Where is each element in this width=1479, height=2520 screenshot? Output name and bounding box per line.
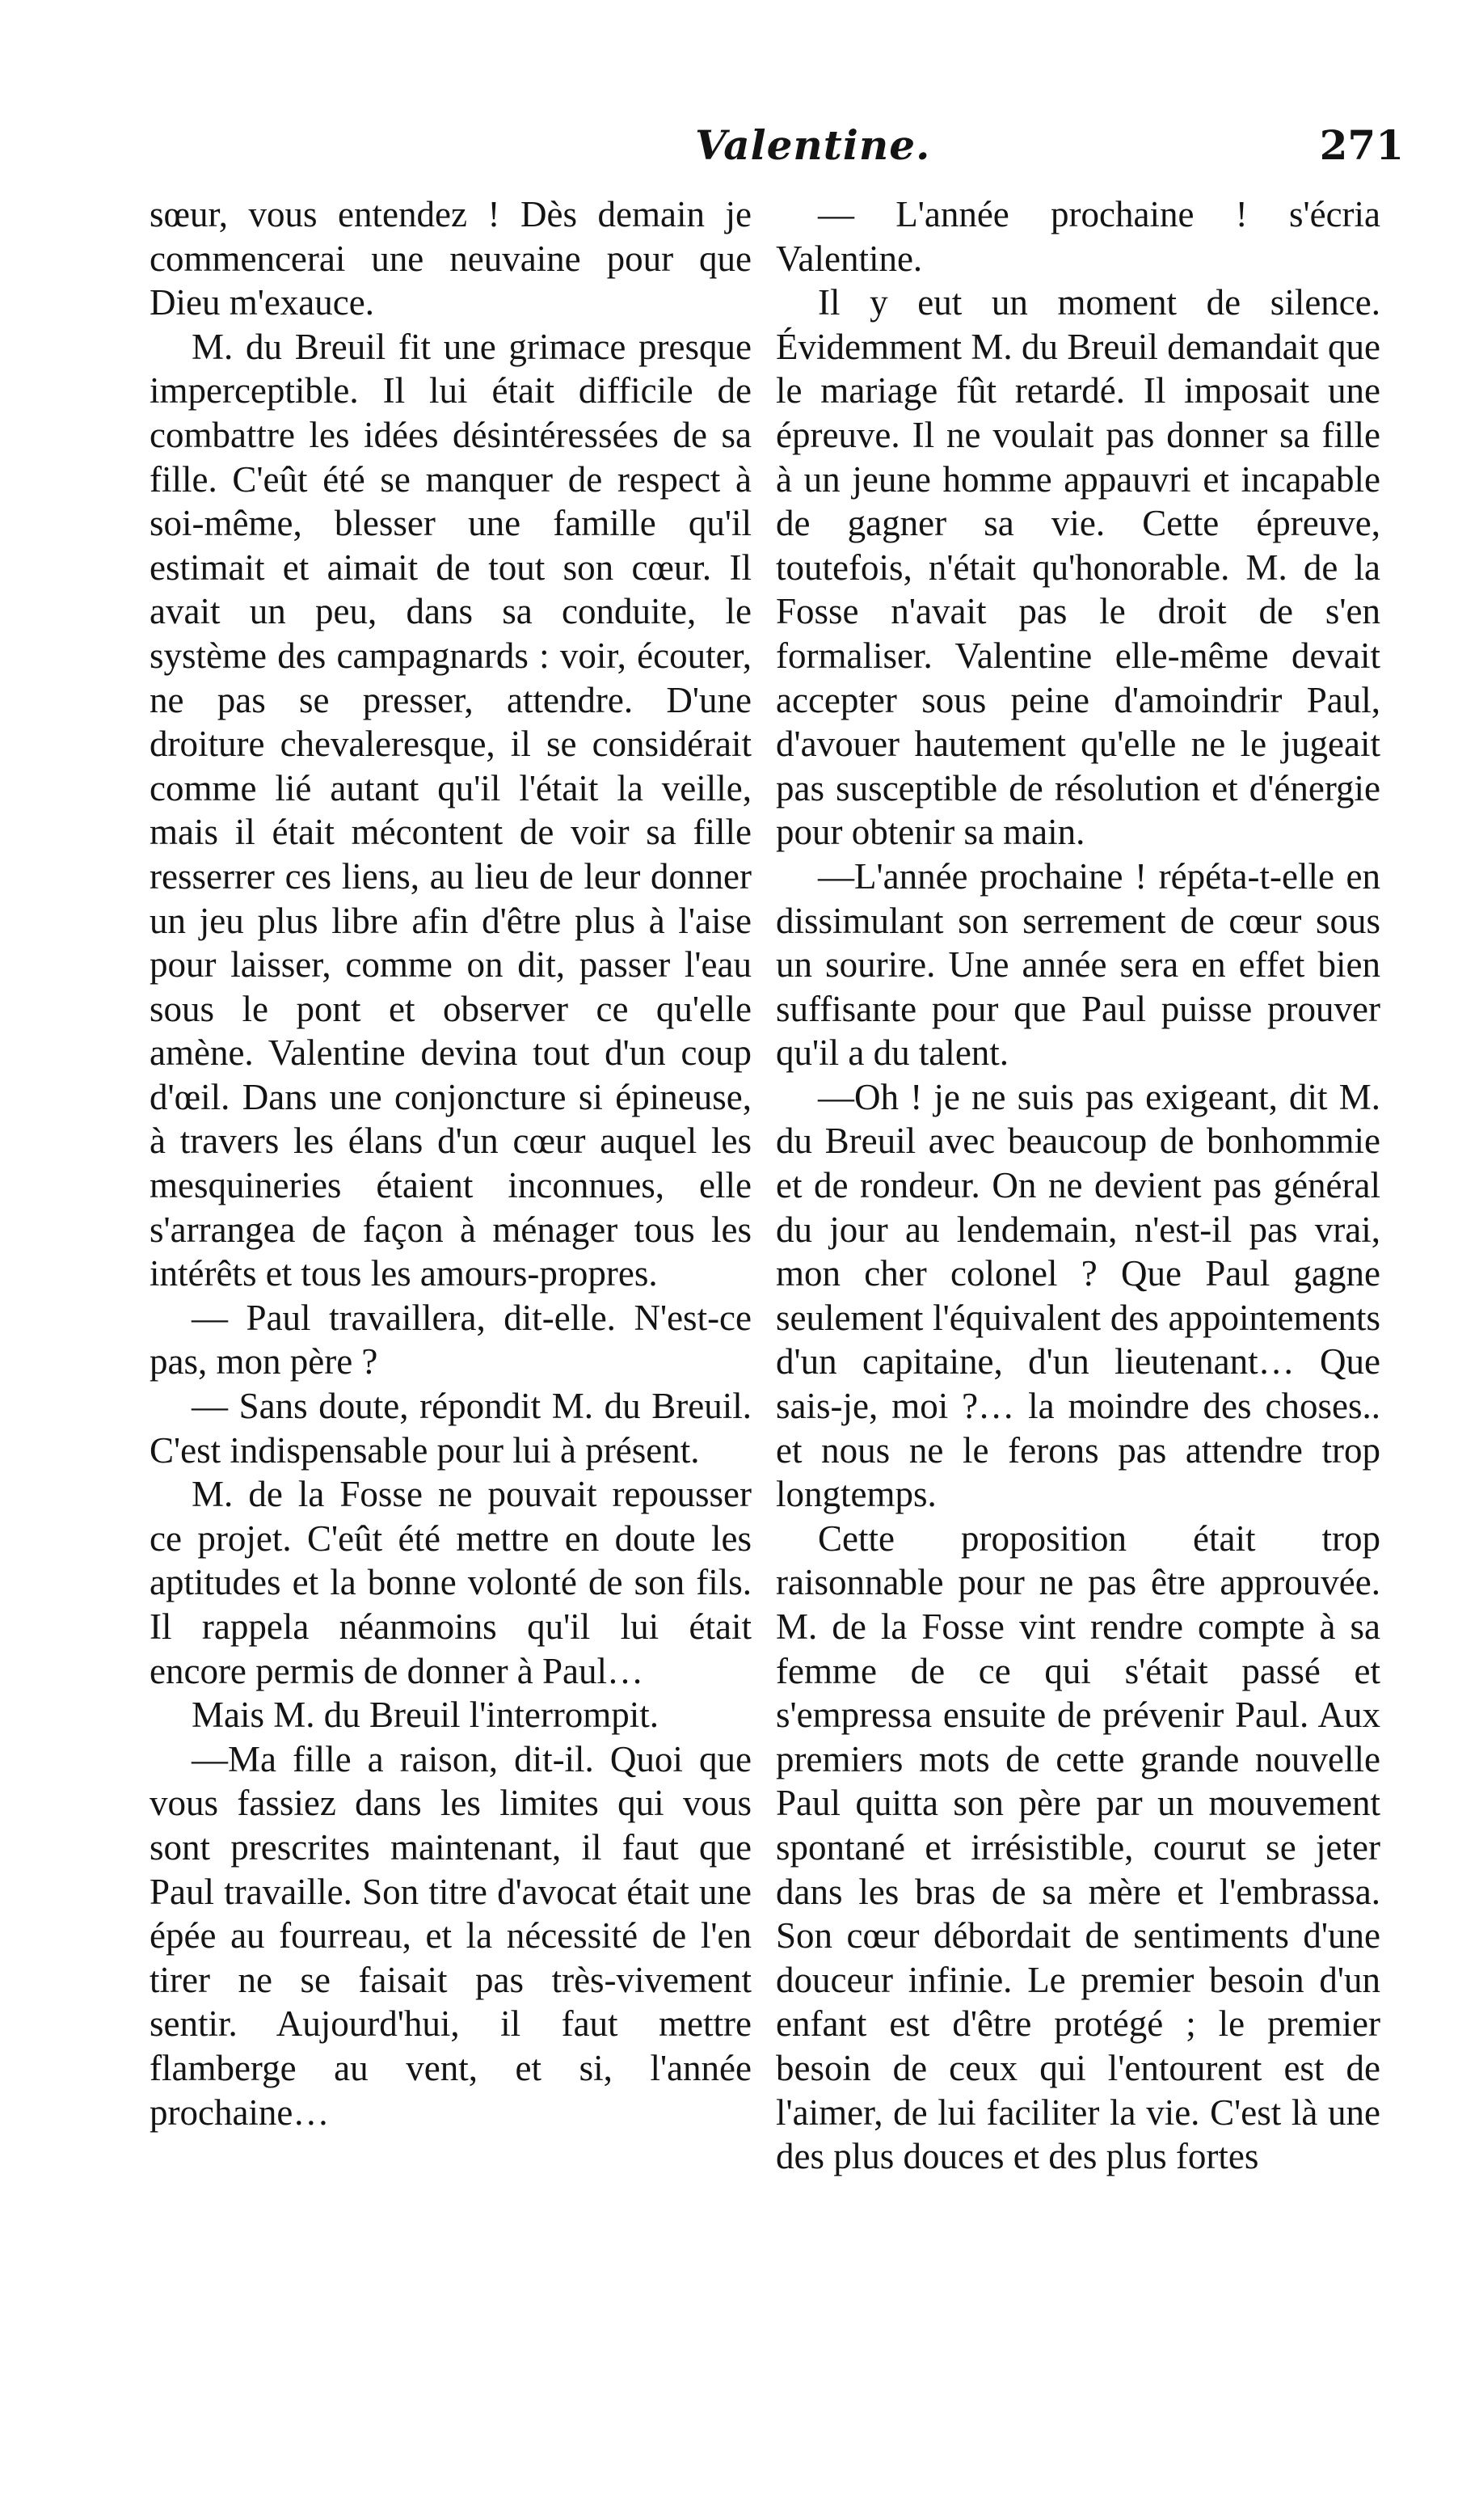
left-column: [150, 192, 752, 2391]
paragraph: — Paul travaillera, dit-elle. N'est-ce pas, mon père ?: [150, 1297, 752, 1382]
page-number: 271: [1319, 121, 1404, 169]
paragraph: Cette proposition était trop raisonnable pour ne pas être approuvée. M. de la Fosse vint rendre compte à sa femme de ce qui s'était passé et s'empressa ensuite de prévenir Paul. Aux premiers mots de cette grande nouvelle Paul quitta son père par un mouvement spontané et irrésistible, courut se jeter dans les bras de sa mère et l'embrassa. Son cœur débordait de sentiments d'une douceur infinie. Le premier besoin d'un enfant est d'être protégé ; le premier besoin de ceux qui l'entourent est de l'aimer, de lui faciliter la vie. C'est là une des plus douces et des plus fortes: [776, 1517, 1380, 2177]
paragraph: — L'année prochaine ! s'écria Valentine.: [776, 194, 1380, 279]
right-column: [776, 192, 1380, 2391]
paragraph: — Sans doute, répondit M. du Breuil. C'est indispensable pour lui à présent.: [150, 1386, 752, 1471]
paragraph: sœur, vous entendez ! Dès demain je commencerai une neuvaine pour que Dieu m'exauce.: [150, 194, 752, 323]
paragraph: M. de la Fosse ne pouvait repousser ce projet. C'eût été mettre en doute les aptitudes et la bonne volonté de son fils. Il rappela néanmoins qu'il lui était encore permis de donner à Paul…: [150, 1474, 752, 1691]
paragraph: M. du Breuil fit une grimace presque imperceptible. Il lui était difficile de combattre les idées désintéressées de sa fille. C'eût été se manquer de respect à soi-même, blesser une famille qu'il estimait et aimait de tout son cœur. Il avait un peu, dans sa conduite, le système des campagnards : voir, écouter, ne pas se presser, attendre. D'une droiture chevaleresque, il se considérait comme lié autant qu'il l'était la veille, mais il était mécontent de voir sa fille resserrer ces liens, au lieu de leur donner un jeu plus libre afin d'être plus à l'aise pour laisser, comme on dit, passer l'eau sous le pont et observer ce qu'elle amène. Valentine devina tout d'un coup d'œil. Dans une conjoncture si épineuse, à travers les élans d'un cœur auquel les mesquineries étaient inconnues, elle s'arrangea de façon à ménager tous les intérêts et tous les amours-propres.: [150, 326, 752, 1294]
running-title: Valentine.: [695, 121, 931, 169]
paragraph: —L'année prochaine ! répéta-t-elle en dissimulant son serrement de cœur sous un sourire. Une année sera en effet bien suffisante pour que Paul puisse prouver qu'il a du talent.: [776, 855, 1380, 1074]
paragraph: —Oh ! je ne suis pas exigeant, dit M. du Breuil avec beaucoup de bonhommie et de rondeur. On ne devient pas général du jour au lendemain, n'est-il pas vrai, mon cher colonel ? Que Paul gagne seulement l'équivalent des appointements d'un capitaine, d'un lieutenant… Que sais-je, moi ?… la moindre des choses.. et nous ne le ferons pas attendre trop longtemps.: [776, 1076, 1380, 1515]
paragraph: —Ma fille a raison, dit-il. Quoi que vous fassiez dans les limites qui vous sont prescrites maintenant, il faut que Paul travaille. Son titre d'avocat était une épée au fourreau, et la nécessité de l'en tirer ne se faisait pas très-vivement sentir. Aujourd'hui, il faut mettre flamberge au vent, et si, l'année prochaine…: [150, 1738, 752, 2133]
paragraph: Il y eut un moment de silence. Évidemment M. du Breuil demandait que le mariage fût retardé. Il imposait une épreuve. Il ne voulait pas donner sa fille à un jeune homme appauvri et incapable de gagner sa vie. Cette épreuve, toutefois, n'était qu'honorable. M. de la Fosse n'avait pas le droit de s'en formaliser. Valentine elle-même devait accepter sous peine d'amoindrir Paul, d'avouer hautement qu'elle ne le jugeait pas susceptible de résolution et d'énergie pour obtenir sa main.: [776, 282, 1380, 853]
paragraph: Mais M. du Breuil l'interrompit.: [192, 1695, 659, 1736]
